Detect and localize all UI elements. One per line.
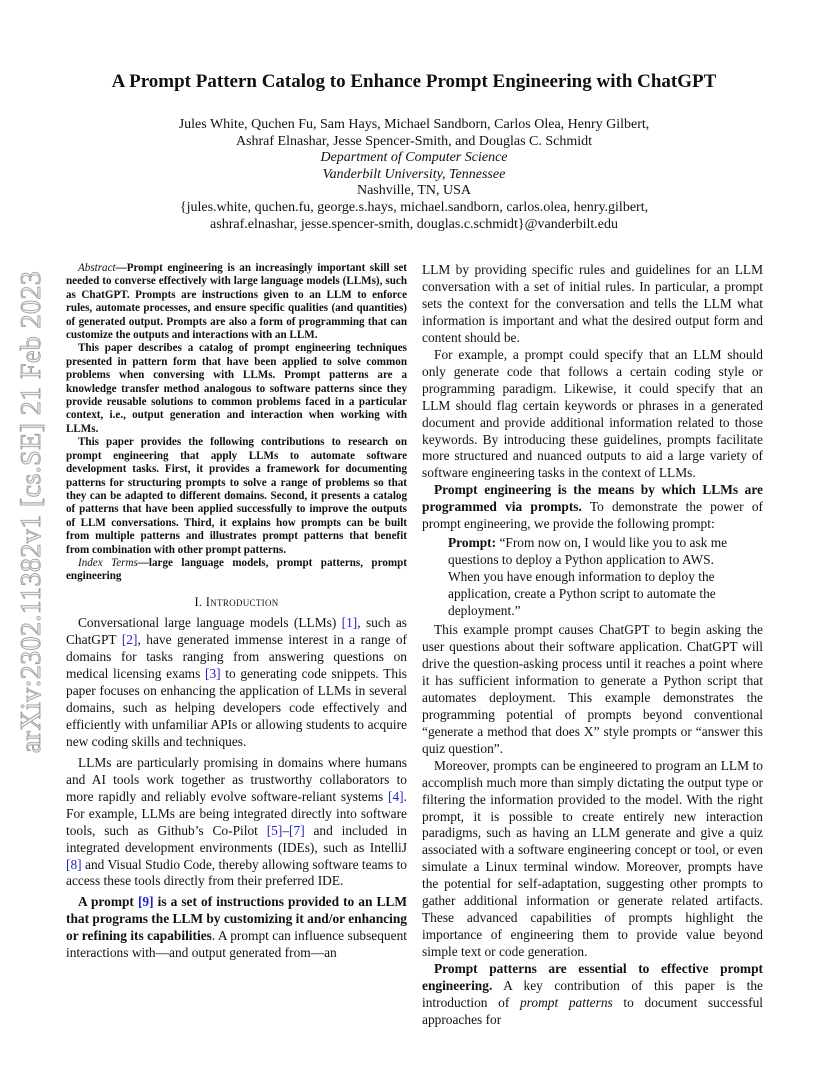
quote-label: Prompt: bbox=[448, 535, 497, 551]
abstract bbox=[66, 262, 407, 584]
right-p3-text: To demonstrate the power of prompt engineering, we provide the following prompt: bbox=[422, 499, 763, 532]
right-paragraph-1: LLM by providing specific rules and guidelines for an LLM conversation with a set of initial rules. In particular, a prompt sets the context for the conversation and tells the LLM what information is important and what the desired output form and content should be. bbox=[422, 262, 763, 345]
section-heading-introduction bbox=[66, 596, 407, 609]
citation-link[interactable]: [4] bbox=[388, 788, 404, 804]
abstract-paragraph-2: This paper describes a catalog of prompt engineering techniques presented in pattern form that have been applied to solve common problems when conversing with LLMs. Prompt patterns are a knowledge transfer method analogous to software patterns since they provide reusable solutions to common problems faced in a particular context, i.e., output generation and interaction when working with LLMs. bbox=[66, 342, 407, 435]
intro-paragraph-3 bbox=[66, 894, 407, 962]
authors-line-2: Ashraf Elnashar, Jesse Spencer-Smith, and Douglas C. Schmidt bbox=[235, 133, 593, 149]
abstract-text-1: —Prompt engineering is an increasingly important skill set needed to converse effectively with large language models (LLMs), such as ChatGPT. Prompts are instructions given to an LLM to enforce rules, automate processes, and ensure specific qualities (and quantities) of generated output. Prompts are also a form of programming that can customize the outputs and interactions with an LLM. bbox=[66, 262, 407, 342]
index-terms-text: —large language models, prompt patterns, prompt engineering bbox=[66, 556, 407, 583]
right-p6-text-a: A key contribution of this paper is the introduction of bbox=[422, 978, 763, 1010]
right-paragraph-3 bbox=[422, 482, 763, 533]
university: Vanderbilt University, Tennessee bbox=[322, 166, 506, 182]
right-p6-italic: prompt patterns bbox=[519, 994, 613, 1010]
intro-p2-text-c: and included in integrated development environments (IDEs), such as IntelliJ bbox=[66, 822, 407, 855]
right-p6-text-b: to document successful approaches for bbox=[422, 994, 764, 1027]
quote-text: “From now on, I would like you to ask me questions to deploy a Python application to AWS. When you have enough information to deploy the application, create a Python script to automate the deployment.” bbox=[448, 535, 728, 619]
abstract-paragraph-3: This paper provides the following contributions to research on prompt engineering that apply LLMs to automate software development tasks. First, it provides a framework for documenting patterns for structuring prompts to solve a range of problems so that they can be adapted to different domains. Second, it presents a catalog of patterns that have been applied successfully to improve the outputs of LLM conversations. Third, it explains how prompts can be built from multiple patterns and illustrates prompt patterns that benefit from combination with other prompt patterns. bbox=[66, 436, 407, 556]
emails-line-2: ashraf.elnashar, jesse.spencer-smith, douglas.c.schmidt}@vanderbilt.edu bbox=[210, 216, 618, 232]
citation-link[interactable]: [2] bbox=[121, 632, 138, 648]
right-p3-bold: Prompt engineering is the means by which LLMs are programmed via prompts. bbox=[422, 482, 763, 515]
section-title: Introduction bbox=[205, 594, 279, 609]
emails-line-1: {jules.white, quchen.fu, george.s.hays, michael.sandborn, carlos.olea, henry.gilbert, bbox=[179, 199, 649, 215]
right-paragraph-2: For example, a prompt could specify that an LLM should only generate code that follows a certain coding style or programming paradigm. Likewise, it could specify that an LLM should flag certain keywords or phrases in a generated document and provide additional information related to those keywords. By introducing these guidelines, prompts facilitate more structured and nuanced outputs to aid a large variety of software engineering tasks in the context of LLMs. bbox=[422, 346, 763, 481]
arxiv-stamp bbox=[12, 262, 52, 762]
introduction-body bbox=[66, 615, 407, 962]
section-number: I. bbox=[194, 594, 206, 609]
abstract-label: Abstract bbox=[78, 262, 116, 274]
intro-paragraph-2 bbox=[66, 755, 407, 891]
intro-p2-text-d: and Visual Studio Code, thereby allowing software teams to access these tools directly from their preferred IDE. bbox=[66, 856, 407, 889]
right-paragraph-6 bbox=[422, 961, 763, 1029]
intro-p1-text-a: Conversational large language models (LLMs) bbox=[78, 615, 342, 631]
authors-line-1: Jules White, Quchen Fu, Sam Hays, Michael Sandborn, Carlos Olea, Henry Gilbert, bbox=[178, 117, 650, 132]
intro-p3-bold-a: A prompt bbox=[78, 894, 138, 910]
citation-link[interactable]: [9] bbox=[137, 894, 154, 910]
citation-link[interactable]: [3] bbox=[204, 666, 221, 682]
citation-link[interactable]: [7] bbox=[289, 822, 305, 838]
department: Department of Computer Science bbox=[320, 150, 508, 166]
intro-p2-text-b: . For example, LLMs are being integrated directly into software tools, such as Github’s Co-Pilot bbox=[66, 788, 407, 838]
author-block bbox=[60, 117, 768, 233]
citation-link[interactable]: [1] bbox=[341, 615, 358, 631]
intro-p1-text-c: , have generated immense interest in a range of domains for tasks ranging from answering questions on medical licensing exams bbox=[66, 632, 407, 682]
abstract-paragraph-1 bbox=[66, 262, 407, 342]
intro-p1-text-d: to generating code snippets. This paper focuses on enhancing the application of LLMs in several domains, such as helping developers code effectively and efficiently with unfamiliar APIs or allowing students to acquire new coding skills and techniques. bbox=[66, 666, 408, 749]
right-p6-bold: Prompt patterns are essential to effective prompt engineering. bbox=[422, 961, 763, 994]
intro-p2-text-a: LLMs are particularly promising in domains where humans and AI tools work together as trustworthy collaborators to more rapidly and reliably evolve software-reliant systems bbox=[66, 754, 407, 804]
intro-p1-text-b: , such as ChatGPT bbox=[66, 615, 407, 648]
intro-paragraph-1 bbox=[66, 615, 407, 751]
citation-link[interactable]: [8] bbox=[66, 856, 82, 872]
index-terms bbox=[66, 557, 407, 584]
paper-title: A Prompt Pattern Catalog to Enhance Prompt Engineering with ChatGPT bbox=[111, 71, 717, 92]
intro-p3-bold-b: is a set of instructions provided to an LLM that programs the LLM by customizing it and/or enhancing or refining its capabilities bbox=[66, 894, 407, 944]
right-column bbox=[422, 262, 763, 1029]
arxiv-stamp-text: arXiv:2302.11382v1 [cs.SE] 21 Feb 2023 bbox=[16, 270, 47, 754]
location: Nashville, TN, USA bbox=[356, 183, 472, 199]
right-paragraph-5: Moreover, prompts can be engineered to program an LLM to accomplish much more than simply dictating the output type or filtering the information provided to the model. With the right prompt, it is possible to create entirely new interaction paradigms, such as having an LLM generate and give a quiz associated with a software engineering concept or tool, or even simulate a Linux terminal window. Moreover, prompts have the potential for self-adaptation, suggesting other prompts to gather additional information or generate related artifacts. These advanced capabilities of prompts highlight the importance of engineering them to provide value beyond simple text or code generation. bbox=[422, 757, 763, 960]
right-paragraph-4: This example prompt causes ChatGPT to begin asking the user questions about their software application. ChatGPT will drive the question-asking process until it reaches a point where it has sufficient information to generate a Python script that automates deployment. This example demonstrates the programming potential of prompts beyond conventional “generate a method that does X” style prompts or “answer this quiz question”. bbox=[422, 622, 763, 756]
citation-link[interactable]: [5] bbox=[266, 822, 283, 838]
left-column bbox=[66, 262, 407, 962]
intro-p2-dash: – bbox=[282, 822, 290, 838]
index-terms-label: Index Terms bbox=[78, 556, 138, 569]
example-prompt-quote bbox=[448, 535, 748, 620]
intro-p3-text: . A prompt can influence subsequent interactions with—and output generated from—an bbox=[66, 928, 407, 961]
